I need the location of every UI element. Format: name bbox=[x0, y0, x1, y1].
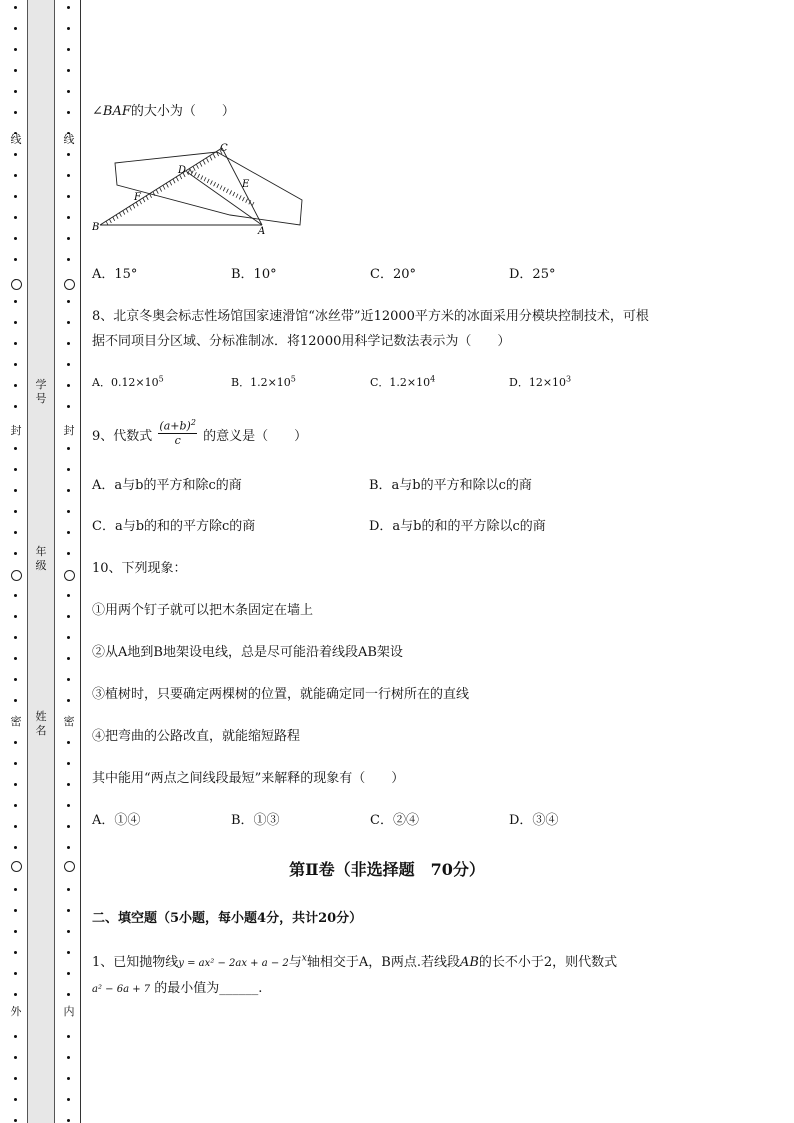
point-b-label: B bbox=[92, 222, 100, 233]
binding-margin bbox=[0, 0, 82, 1123]
field-name: 姓名 bbox=[35, 710, 47, 737]
binding-dot bbox=[14, 258, 17, 261]
outer-dotted-line bbox=[10, 0, 22, 1123]
hatch-tick bbox=[109, 219, 111, 223]
binding-dot bbox=[14, 90, 17, 93]
q9-option-d[interactable]: D．a与b的和的平方除以c的商 bbox=[369, 519, 546, 534]
binding-dot bbox=[67, 27, 70, 30]
binding-dot bbox=[67, 111, 70, 114]
hatch-tick bbox=[163, 186, 165, 190]
answer-blank[interactable]: 的最小值为______. bbox=[154, 981, 263, 996]
binding-dot bbox=[67, 1035, 70, 1038]
hatch-tick bbox=[173, 179, 175, 183]
binding-dot bbox=[67, 804, 70, 807]
q9-option-a[interactable]: A．a与b的平方和除c的商 bbox=[92, 478, 242, 493]
q9-fraction: $\frac{(a+b)^2}{c}$ bbox=[159, 418, 196, 447]
q9-option-c[interactable]: C．a与b的和的平方除c的商 bbox=[92, 519, 256, 534]
hatch-tick bbox=[126, 208, 128, 212]
q8-options bbox=[92, 374, 571, 390]
inner-circle bbox=[64, 570, 75, 581]
binding-dot bbox=[67, 405, 70, 408]
binding-dot bbox=[67, 594, 70, 597]
binding-dot bbox=[14, 510, 17, 513]
hatch-tick bbox=[143, 198, 145, 202]
binding-dot bbox=[67, 531, 70, 534]
binding-dot bbox=[67, 300, 70, 303]
segment-da bbox=[187, 172, 262, 225]
inner-dotted-line bbox=[63, 0, 75, 1123]
binding-dot bbox=[67, 825, 70, 828]
binding-dot bbox=[14, 699, 17, 702]
point-c-label: C bbox=[220, 143, 228, 154]
binding-dot bbox=[14, 195, 17, 198]
binding-dot bbox=[14, 1077, 17, 1080]
hatch-tick bbox=[214, 182, 216, 186]
q10-option-c[interactable]: C．②④ bbox=[370, 813, 419, 828]
binding-dot bbox=[14, 48, 17, 51]
outer-circle bbox=[11, 861, 22, 872]
q10-option-d[interactable]: D．③④ bbox=[509, 813, 559, 828]
binding-dot bbox=[67, 951, 70, 954]
binding-dot bbox=[67, 1119, 70, 1122]
segment-bc bbox=[100, 148, 222, 225]
binding-dot bbox=[67, 1098, 70, 1101]
binding-dot bbox=[67, 237, 70, 240]
q8-option-a[interactable]: A．$0.12\times 10^5$ bbox=[92, 374, 164, 389]
binding-dot bbox=[67, 930, 70, 933]
binding-dot bbox=[67, 174, 70, 177]
binding-dot bbox=[14, 6, 17, 9]
hatch-tick bbox=[166, 183, 168, 187]
expression: a² − 6a + 7 bbox=[92, 984, 151, 995]
q10-item-1: ①用两个钉子就可以把木条固定在墙上 bbox=[92, 603, 314, 618]
binding-dot bbox=[67, 489, 70, 492]
binding-dot bbox=[67, 69, 70, 72]
binding-dot bbox=[67, 195, 70, 198]
inner-circle bbox=[64, 279, 75, 290]
binding-dot bbox=[14, 552, 17, 555]
hatch-tick bbox=[213, 154, 215, 158]
binding-dot bbox=[14, 762, 17, 765]
binding-dot bbox=[14, 993, 17, 996]
binding-dot bbox=[14, 657, 17, 660]
hatch-tick bbox=[106, 221, 108, 225]
binding-dot bbox=[67, 1077, 70, 1080]
hatch-tick bbox=[113, 217, 115, 221]
q8-line2: 据不同项目分区域、分标准制冰．将12000用科学记数法表示为（ ） bbox=[92, 334, 511, 349]
hatch-tick bbox=[203, 160, 205, 164]
hatch-tick bbox=[252, 202, 254, 206]
q7-option-d[interactable]: D．25° bbox=[509, 267, 556, 282]
binding-dot bbox=[14, 216, 17, 219]
inner-mark-inside: 内 bbox=[63, 1005, 75, 1018]
binding-dot bbox=[14, 405, 17, 408]
hatch-tick bbox=[233, 192, 235, 196]
angle-label: ∠BAF bbox=[92, 104, 131, 119]
binding-dot bbox=[67, 258, 70, 261]
q7-figure bbox=[92, 140, 312, 240]
outer-mark-line: 线 bbox=[10, 133, 22, 146]
q8-line1: 8、北京冬奥会标志性场馆国家速滑馆“冰丝带”近12000平方米的冰面采用分模块控制技术，可根 bbox=[92, 309, 649, 324]
binding-dot bbox=[14, 468, 17, 471]
binding-dot bbox=[67, 972, 70, 975]
q7-option-b[interactable]: B．10° bbox=[231, 267, 277, 282]
hatch-tick bbox=[204, 177, 206, 181]
hatch-tick bbox=[230, 190, 232, 194]
hatch-tick bbox=[226, 189, 228, 193]
hatch-tick bbox=[236, 194, 238, 198]
outer-circle bbox=[11, 279, 22, 290]
binding-dot bbox=[14, 951, 17, 954]
q7-options bbox=[92, 263, 555, 282]
q7-option-c[interactable]: C．20° bbox=[370, 267, 416, 282]
binding-dot bbox=[67, 783, 70, 786]
fill1-line2 bbox=[92, 977, 262, 996]
q9-option-b[interactable]: B．a与b的平方和除以c的商 bbox=[369, 478, 532, 493]
binding-dot bbox=[14, 888, 17, 891]
binding-dot bbox=[67, 510, 70, 513]
binding-dot bbox=[14, 153, 17, 156]
fill1-line1: 1、已知抛物线y = ax² − 2ax + a − 2与$^x$轴相交于A，B两点.若线段AB的长不小于2，则代数式 bbox=[92, 953, 618, 970]
binding-dot bbox=[14, 930, 17, 933]
hatch-tick bbox=[207, 179, 209, 183]
hatch-tick bbox=[160, 188, 162, 192]
hatch-tick bbox=[116, 215, 118, 219]
binding-dot bbox=[14, 825, 17, 828]
binding-dot bbox=[14, 741, 17, 744]
outer-circle bbox=[11, 570, 22, 581]
q10-stem: 10、下列现象： bbox=[92, 561, 187, 576]
hatch-tick bbox=[193, 167, 195, 171]
hatch-tick bbox=[246, 199, 248, 203]
q10-option-b[interactable]: B．①③ bbox=[231, 813, 280, 828]
binding-dot bbox=[67, 447, 70, 450]
hatch-tick bbox=[201, 176, 203, 180]
binding-dot bbox=[14, 909, 17, 912]
binding-dot bbox=[14, 804, 17, 807]
point-e-label: E bbox=[242, 179, 250, 190]
q10-item-4: ④把弯曲的公路改直，就能缩短路程 bbox=[92, 729, 301, 744]
outer-mark-secret: 密 bbox=[10, 715, 22, 728]
binding-dot bbox=[67, 321, 70, 324]
binding-dot bbox=[14, 27, 17, 30]
q8-option-d[interactable]: D．$12\times 10^3$ bbox=[509, 374, 572, 389]
margin-rule bbox=[80, 0, 81, 1123]
binding-dot bbox=[14, 636, 17, 639]
binding-dot bbox=[14, 678, 17, 681]
binding-dot bbox=[14, 615, 17, 618]
hatch-bc bbox=[106, 150, 222, 225]
point-f-label: F bbox=[134, 192, 141, 203]
binding-dot bbox=[67, 384, 70, 387]
binding-dot bbox=[67, 615, 70, 618]
binding-dot bbox=[67, 6, 70, 9]
hatch-tick bbox=[133, 204, 135, 208]
q10-item-2: ②从A地到B地架设电线，总是尽可能沿着线段AB架设 bbox=[92, 645, 403, 660]
binding-dot bbox=[67, 678, 70, 681]
section-title: 第Ⅱ卷（非选择题 70分） bbox=[289, 860, 485, 879]
binding-dot bbox=[67, 1056, 70, 1059]
binding-dot bbox=[67, 846, 70, 849]
binding-dot bbox=[67, 552, 70, 555]
hatch-tick bbox=[210, 156, 212, 160]
parabola-formula: y = ax² − 2ax + a − 2 bbox=[178, 958, 289, 969]
hatch-tick bbox=[242, 197, 244, 201]
binding-dot bbox=[67, 216, 70, 219]
q10-option-a[interactable]: A．①④ bbox=[92, 813, 141, 828]
binding-dot bbox=[67, 699, 70, 702]
binding-dot bbox=[14, 1098, 17, 1101]
q10-item-3: ③植树时，只要确定两棵树的位置，就能确定同一行树所在的直线 bbox=[92, 687, 470, 702]
binding-dot bbox=[14, 1035, 17, 1038]
hatch-tick bbox=[210, 181, 212, 185]
hatch-tick bbox=[200, 163, 202, 167]
inner-mark-seal: 封 bbox=[63, 424, 75, 437]
binding-dot bbox=[14, 846, 17, 849]
hatch-tick bbox=[198, 174, 200, 178]
binding-dot bbox=[67, 993, 70, 996]
binding-dot bbox=[67, 741, 70, 744]
binding-dot bbox=[67, 363, 70, 366]
section-heading: 二、填空题（5小题，每小题4分，共计20分） bbox=[92, 911, 363, 926]
binding-dot bbox=[67, 657, 70, 660]
q10-options bbox=[92, 809, 558, 828]
binding-dot bbox=[14, 69, 17, 72]
point-a-label: A bbox=[258, 226, 266, 237]
hatch-tick bbox=[129, 206, 131, 210]
binding-dot bbox=[14, 237, 17, 240]
binding-dot bbox=[14, 342, 17, 345]
binding-dot bbox=[67, 762, 70, 765]
outer-mark-seal: 封 bbox=[10, 424, 22, 437]
q8-option-b[interactable]: B．$1.2\times 10^5$ bbox=[231, 374, 296, 389]
hatch-tick bbox=[220, 186, 222, 190]
hatch-tick bbox=[194, 172, 196, 176]
hatch-tick bbox=[217, 184, 219, 188]
q10-question: 其中能用“两点之间线段最短”来解释的现象有（ ） bbox=[92, 771, 405, 786]
binding-dot bbox=[14, 972, 17, 975]
hatch-tick bbox=[197, 165, 199, 169]
binding-dot bbox=[14, 1119, 17, 1122]
q9-stem: 9、代数式 $\frac{(a+b)^2}{c}$ 的意义是（ ） bbox=[92, 418, 308, 447]
point-d-label: D bbox=[178, 165, 187, 176]
binding-dot bbox=[14, 321, 17, 324]
field-grade: 年级 bbox=[35, 545, 47, 572]
binding-dot bbox=[14, 363, 17, 366]
binding-dot bbox=[14, 489, 17, 492]
binding-dot bbox=[14, 300, 17, 303]
binding-dot bbox=[67, 888, 70, 891]
binding-dot bbox=[14, 174, 17, 177]
binding-dot bbox=[14, 447, 17, 450]
field-student-number: 学号 bbox=[35, 378, 47, 405]
binding-dot bbox=[67, 48, 70, 51]
outer-mark-outside: 外 bbox=[10, 1005, 22, 1018]
hatch-tick bbox=[239, 195, 241, 199]
binding-dot bbox=[14, 783, 17, 786]
binding-dot bbox=[67, 342, 70, 345]
q8-option-c[interactable]: C．$1.2\times 10^4$ bbox=[370, 374, 436, 389]
inner-mark-secret: 密 bbox=[63, 715, 75, 728]
hatch-tick bbox=[123, 211, 125, 215]
hatch-tick bbox=[146, 196, 148, 200]
inner-mark-line: 线 bbox=[63, 133, 75, 146]
binding-dot bbox=[14, 1056, 17, 1059]
binding-dot bbox=[14, 384, 17, 387]
binding-dot bbox=[67, 636, 70, 639]
binding-dot bbox=[14, 531, 17, 534]
binding-dot bbox=[14, 111, 17, 114]
q7-option-a[interactable]: A．15° bbox=[92, 267, 138, 282]
hatch-tick bbox=[119, 213, 121, 217]
binding-dot bbox=[14, 594, 17, 597]
binding-dot bbox=[67, 90, 70, 93]
ruler-strip bbox=[115, 152, 302, 225]
hatch-tick bbox=[176, 177, 178, 181]
binding-dot bbox=[67, 153, 70, 156]
hatch-tick bbox=[207, 158, 209, 162]
hatch-tick bbox=[223, 187, 225, 191]
hatch-tick bbox=[170, 181, 172, 185]
binding-dot bbox=[67, 909, 70, 912]
binding-dot bbox=[67, 468, 70, 471]
q7-stem: ∠BAF的大小为（ ） bbox=[92, 104, 235, 119]
hatch-tick bbox=[156, 190, 158, 194]
